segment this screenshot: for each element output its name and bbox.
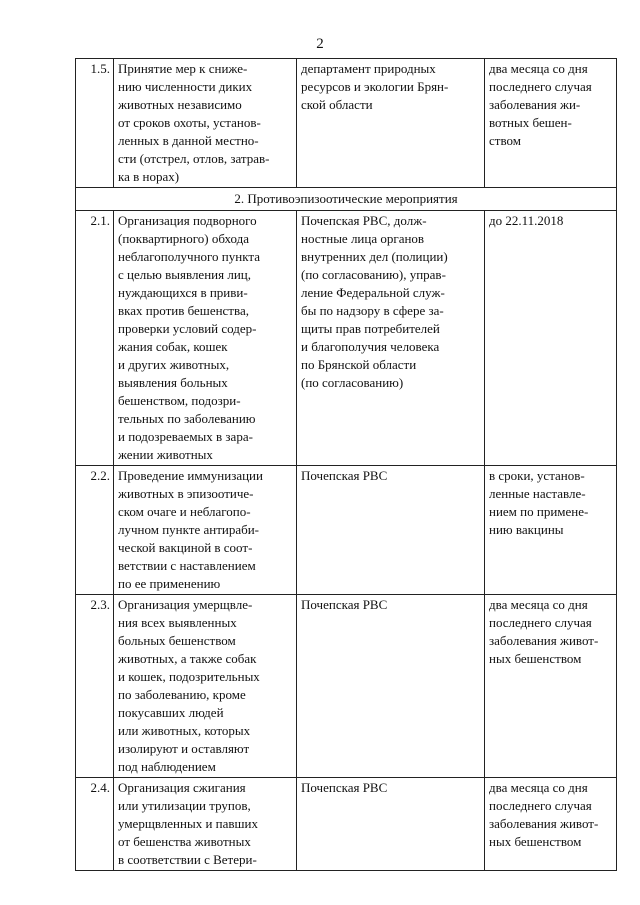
measure-cell (114, 59, 297, 188)
measure-cell-line: с целью выявления лиц, (118, 267, 251, 282)
term-cell-line: заболевания живот- (489, 816, 599, 831)
responsible-cell-line: щиты прав потребителей (301, 321, 440, 336)
measure-cell-line: от бешенства животных (118, 834, 251, 849)
responsible-cell-line: внутренних дел (полиции) (301, 249, 448, 264)
responsible-cell-line: ление Федеральной служ- (301, 285, 445, 300)
term-cell-line: ленные наставле- (489, 486, 586, 501)
measure-cell-line: и других животных, (118, 357, 230, 372)
term-cell (485, 595, 617, 778)
table-row (76, 595, 617, 778)
measure-cell-line: лучном пункте антираби- (118, 522, 260, 537)
responsible-cell-line: и благополучия человека (301, 339, 440, 354)
measure-cell-line: ветствии с наставлением (118, 558, 256, 573)
measure-cell-line: ленных в данной местно- (118, 133, 259, 148)
row-number: 1.5. (76, 59, 114, 188)
term-cell-line: заболевания жи- (489, 97, 581, 112)
term-cell-line: до 22.11.2018 (489, 213, 564, 228)
responsible-cell-line: по Брянской области (301, 357, 417, 372)
row-number: 2.1. (76, 211, 114, 466)
measure-cell-line: жении животных (118, 447, 213, 462)
measure-cell-line: ния всех выявленных (118, 615, 237, 630)
measure-cell-line: или утилизации трупов, (118, 798, 251, 813)
measure-cell-line: по заболеванию, кроме (118, 687, 246, 702)
measure-cell-line: и кошек, подозрительных (118, 669, 260, 684)
measure-cell-line: животных, а также собак (118, 651, 257, 666)
measure-cell-line: по ее применению (118, 576, 221, 591)
term-cell (485, 59, 617, 188)
term-cell-line: последнего случая (489, 615, 592, 630)
measure-cell (114, 211, 297, 466)
responsible-cell-line: ской области (301, 97, 373, 112)
measure-cell-line: бешенством, подозри- (118, 393, 241, 408)
row-number: 2.4. (76, 778, 114, 871)
term-cell-line: два месяца со дня (489, 597, 588, 612)
responsible-cell (297, 59, 485, 188)
term-cell-line: последнего случая (489, 798, 592, 813)
responsible-cell-line: (по согласованию) (301, 375, 404, 390)
responsible-cell-line: (по согласованию), управ- (301, 267, 446, 282)
responsible-cell-line: Почепская РВС (301, 780, 388, 795)
measure-cell (114, 595, 297, 778)
measure-cell-line: Принятие мер к сниже- (118, 61, 248, 76)
measure-cell-line: больных бешенством (118, 633, 236, 648)
measure-cell-line: сти (отстрел, отлов, затрав- (118, 151, 270, 166)
responsible-cell (297, 595, 485, 778)
term-cell-line: последнего случая (489, 79, 592, 94)
measures-table (75, 58, 617, 871)
measure-cell-line: животных в эпизоотиче- (118, 486, 254, 501)
measure-cell-line: ском очаге и неблагопо- (118, 504, 251, 519)
row-number: 2.3. (76, 595, 114, 778)
measure-cell-line: нию численности диких (118, 79, 253, 94)
measure-cell-line: Проведение иммунизации (118, 468, 263, 483)
term-cell-line: заболевания живот- (489, 633, 599, 648)
responsible-cell-line: Почепская РВС (301, 597, 388, 612)
responsible-cell-line: Почепская РВС (301, 468, 388, 483)
row-number: 2.2. (76, 466, 114, 595)
term-cell-line: ных бешенством (489, 651, 582, 666)
term-cell (485, 211, 617, 466)
measure-cell-line: Организация сжигания (118, 780, 246, 795)
responsible-cell (297, 211, 485, 466)
measure-cell-line: выявления больных (118, 375, 228, 390)
measure-cell-line: неблагополучного пункта (118, 249, 260, 264)
responsible-cell-line: департамент природных (301, 61, 436, 76)
responsible-cell-line: Почепская РВС, долж- (301, 213, 427, 228)
responsible-cell-line: бы по надзору в сфере за- (301, 303, 444, 318)
term-cell (485, 778, 617, 871)
term-cell (485, 466, 617, 595)
measure-cell-line: вках против бешенства, (118, 303, 249, 318)
measure-cell-line: жания собак, кошек (118, 339, 228, 354)
table-row (76, 778, 617, 871)
section-header-row (76, 188, 617, 211)
measure-cell-line: проверки условий содер- (118, 321, 257, 336)
measure-cell-line: (поквартирного) обхода (118, 231, 249, 246)
measure-cell-line: умерщвленных и павших (118, 816, 258, 831)
table-row (76, 59, 617, 188)
measure-cell-line: Организация умерщвле- (118, 597, 253, 612)
term-cell-line: в сроки, установ- (489, 468, 585, 483)
measure-cell-line: изолируют и оставляют (118, 741, 250, 756)
term-cell-line: нию вакцины (489, 522, 564, 537)
measure-cell-line: ка в норах) (118, 169, 180, 184)
responsible-cell-line: ресурсов и экологии Брян- (301, 79, 449, 94)
term-cell-line: ством (489, 133, 521, 148)
term-cell-line: два месяца со дня (489, 61, 588, 76)
measure-cell-line: под наблюдением (118, 759, 216, 774)
term-cell-line: ных бешенством (489, 834, 582, 849)
measure-cell-line: тельных по заболеванию (118, 411, 256, 426)
table-row (76, 466, 617, 595)
measure-cell-line: и подозреваемых в зара- (118, 429, 253, 444)
measure-cell (114, 466, 297, 595)
term-cell-line: нием по примене- (489, 504, 589, 519)
responsible-cell (297, 778, 485, 871)
measure-cell-line: покусавших людей (118, 705, 224, 720)
term-cell-line: два месяца со дня (489, 780, 588, 795)
measure-cell-line: ческой вакциной в соот- (118, 540, 253, 555)
table-row (76, 211, 617, 466)
responsible-cell (297, 466, 485, 595)
section-title: 2. Противоэпизоотические мероприятия (76, 188, 617, 211)
measure-cell-line: нуждающихся в приви- (118, 285, 248, 300)
measure-cell-line: в соответствии с Ветери- (118, 852, 257, 867)
measure-cell-line: от сроков охоты, установ- (118, 115, 261, 130)
responsible-cell-line: ностные лица органов (301, 231, 425, 246)
measure-cell (114, 778, 297, 871)
term-cell-line: вотных бешен- (489, 115, 572, 130)
measure-cell-line: Организация подворного (118, 213, 257, 228)
measure-cell-line: животных независимо (118, 97, 242, 112)
page-number: 2 (316, 36, 324, 52)
measure-cell-line: или животных, которых (118, 723, 251, 738)
